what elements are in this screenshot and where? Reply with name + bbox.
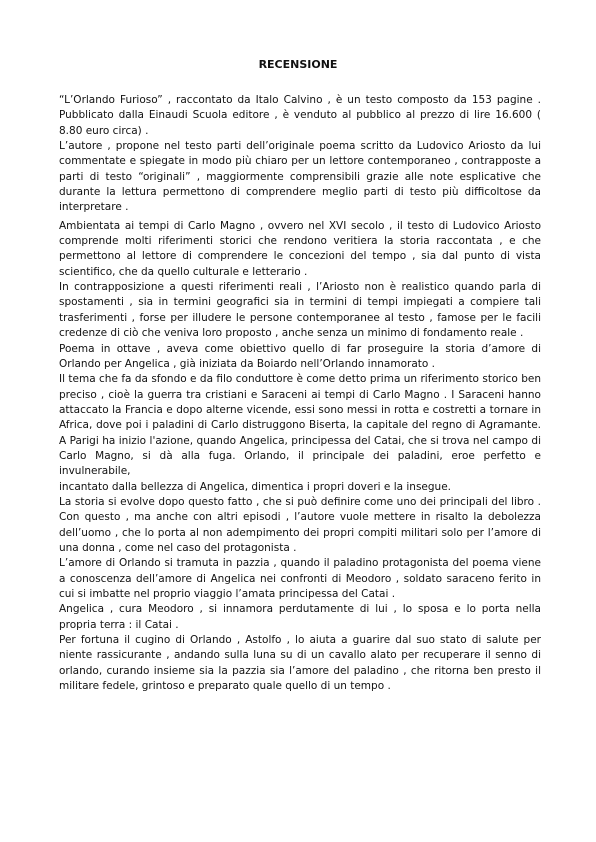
paragraph: Ambientata ai tempi di Carlo Magno , ovvero nel XVI secolo , il testo di Ludovico Ariosto comprende molti riferimenti storici che rendono veritiera la storia raccontata , e che permettono al lettore di comprendere le concezioni del tempo , sia dal punto di vista scientifico, che da quello culturale e letterario . xyxy=(59,219,541,278)
document-title: RECENSIONE xyxy=(258,58,338,71)
paragraph: Angelica , cura Meodoro , si innamora perdutamente di lui , lo sposa e lo porta nella propria terra : il Catai . xyxy=(59,603,541,631)
document-body xyxy=(59,93,541,694)
paragraph: “L’Orlando Furioso” , raccontato da Italo Calvino , è un testo composto da 153 pagine . Pubblicato dalla Einaudi Scuola editore , è venduto al pubblico al prezzo di lire 16.600 ( 8.80 euro circa) . xyxy=(59,94,541,137)
paragraph: La storia si evolve dopo questo fatto , che si può definire come uno dei principali del libro . Con questo , ma anche con altri episodi , l’autore vuole mettere in risalto la debolezza dell’uomo , che lo porta al non adempimento dei propri compiti militari solo per l’amore di una donna , come nel caso del protagonista . xyxy=(59,495,541,554)
paragraph: incantato dalla bellezza di Angelica, dimentica i propri doveri e la insegue. xyxy=(59,480,451,493)
paragraph: Il tema che fa da sfondo e da filo conduttore è come detto prima un riferimento storico ben preciso , cioè la guerra tra cristiani e Saraceni ai tempi di Carlo Magno . I Saraceni hanno attaccato la Francia e dopo alterne vicende, essi sono messi in rotta e costretti a tornare in Africa, dove poi i paladini di Carlo distruggono Biserta, la capitale del regno di Agramante. A Parigi ha inizio l'azione, quando Angelica, principessa del Catai, che si trova nel campo di Carlo Magno, si dà alla fuga. Orlando, il principale dei paladini, eroe perfetto e invulnerabile, xyxy=(59,373,541,478)
paragraph: In contrapposizione a questi riferimenti reali , l’Ariosto non è realistico quando parla di spostamenti , sia in termini geografici sia in termini di tempi impiegati a compiere tali trasferimenti , forse per illudere le persone contemporanee al testo , famose per le facili credenze di ciò che veniva loro proposto , anche senza un minimo di fondamento reale . xyxy=(59,281,541,340)
paragraph: L’amore di Orlando si tramuta in pazzia , quando il paladino protagonista del poema viene a conoscenza dell’amore di Angelica nei confronti di Meodoro , soldato saraceno ferito in cui si imbatte nel proprio viaggio l’amata principessa del Catai . xyxy=(59,557,541,600)
paragraph: L’autore , propone nel testo parti dell’originale poema scritto da Ludovico Ariosto da lui commentate e spiegate in modo più chiaro per un lettore contemporaneo , contrapposte a parti di testo “originali” , maggiormente comprensibili grazie alle note esplicative che durante la lettura permettono di comprendere meglio parti di testo più difficoltose da interpretare . xyxy=(59,140,541,214)
paragraph: Poema in ottave , aveva come obiettivo quello di far proseguire la storia d’amore di Orlando per Angelica , già iniziata da Boiardo nell’Orlando innamorato . xyxy=(59,342,541,370)
paragraph: Per fortuna il cugino di Orlando , Astolfo , lo aiuta a guarire dal suo stato di salute per niente rassicurante , andando sulla luna su di un cavallo alato per recuperare il senno di orlando, curando insieme sia la pazzia sia l’amore del paladino , che ritorna ben presto il militare fedele, grintoso e preparato quale quello di un tempo . xyxy=(59,634,541,693)
